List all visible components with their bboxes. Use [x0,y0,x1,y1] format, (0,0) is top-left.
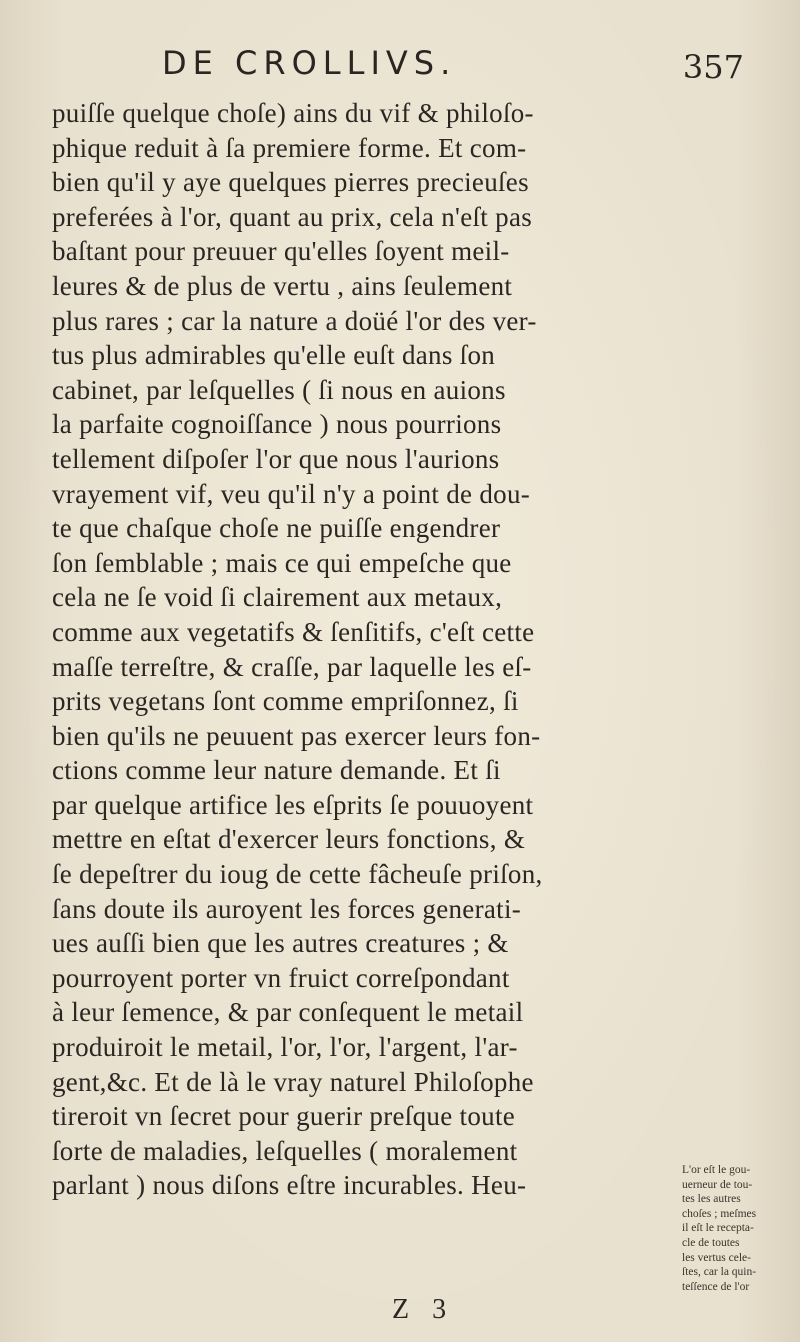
text-line: à leur ſemence, & par conſequent le metail [52,997,524,1028]
text-line: produiroit le metail, l'or, l'or, l'argent, l'ar- [52,1032,518,1063]
text-line: mettre en eſtat d'exercer leurs fonctions, & [52,824,526,855]
text-line: puiſſe quelque choſe) ains du vif & philoſo- [52,98,534,128]
text-line: ſon ſemblable ; mais ce qui empeſche que [52,547,512,578]
text-line: bien qu'ils ne peuuent pas exercer leurs fon- [52,720,541,751]
text-line: ctions comme leur nature demande. Et ſi [52,755,501,786]
running-title: DE CROLLIVS. [162,44,457,82]
margin-note-line: teſſence de l'or [682,1280,750,1293]
text-line: ſe depeſtrer du ioug de cette fâcheuſe priſon, [52,859,543,890]
text-line: prits vegetans ſont comme empriſonnez, ſi [52,686,519,717]
text-line: plus rares ; car la nature a doüé l'or des ver- [52,305,537,336]
text-line: parlant ) nous diſons eſtre incurables. Heu- [52,1170,527,1201]
text-line: phique reduit à ſa premiere forme. Et com- [52,132,527,163]
text-line: par quelque artifice les eſprits ſe pouuoyent [52,789,534,820]
text-line: vrayement vif, veu qu'il n'y a point de dou- [52,478,531,509]
margin-note-line: il eſt le recepta- [682,1222,754,1235]
margin-note-line: ſtes, car la quin- [682,1266,757,1279]
margin-note-line: uerneur de tou- [682,1178,753,1191]
text-line: maſſe terreſtre, & craſſe, par laquelle les eſ- [52,651,532,682]
text-line: ſans doute ils auroyent les forces generati- [52,893,522,924]
margin-note-line: tes les autres [682,1193,741,1206]
text-line: leures & de plus de vertu , ains ſeulement [52,270,513,301]
margin-note-line: les vertus cele- [682,1251,751,1264]
margin-note-line: cle de toutes [682,1236,740,1249]
margin-note-line: L'or eſt le gou- [682,1164,751,1176]
text-line: te que chaſque choſe ne puiſſe engendrer [52,513,501,544]
text-line: comme aux vegetatifs & ſenſitifs, c'eſt cette [52,616,535,647]
text-line: cabinet, par leſquelles ( ſi nous en auions [52,374,506,405]
text-line: cela ne ſe void ſi clairement aux metaux, [52,582,503,613]
page-number: 357 [682,48,744,86]
text-line: preferées à l'or, quant au prix, cela n'eſt pas [52,201,533,232]
text-line: gent,&c. Et de là le vray naturel Philoſophe [52,1066,534,1097]
text-line: tus plus admirables qu'elle euſt dans ſon [52,340,496,371]
text-line: bien qu'il y aye quelques pierres precieuſes [52,167,529,198]
text-line: tellement diſpoſer l'or que nous l'aurions [52,443,500,474]
text-line: tireroit vn ſecret pour guerir preſque toute [52,1101,516,1132]
body-text [52,96,672,1203]
margin-note-line: choſes ; meſmes [682,1207,757,1220]
text-line: baſtant pour preuuer qu'elles ſoyent meil- [52,236,510,267]
page-header [152,44,752,94]
text-line: la parfaite cognoiſſance ) nous pourrions [52,409,502,440]
text-line: ues auſſi bien que les autres creatures ; & [52,928,509,959]
text-line: pourroyent porter vn fruict correſpondant [52,962,510,993]
signature-mark: Z 3 [392,1294,455,1325]
text-line: ſorte de maladies, leſquelles ( moralement [52,1135,518,1166]
margin-note [682,1163,794,1294]
